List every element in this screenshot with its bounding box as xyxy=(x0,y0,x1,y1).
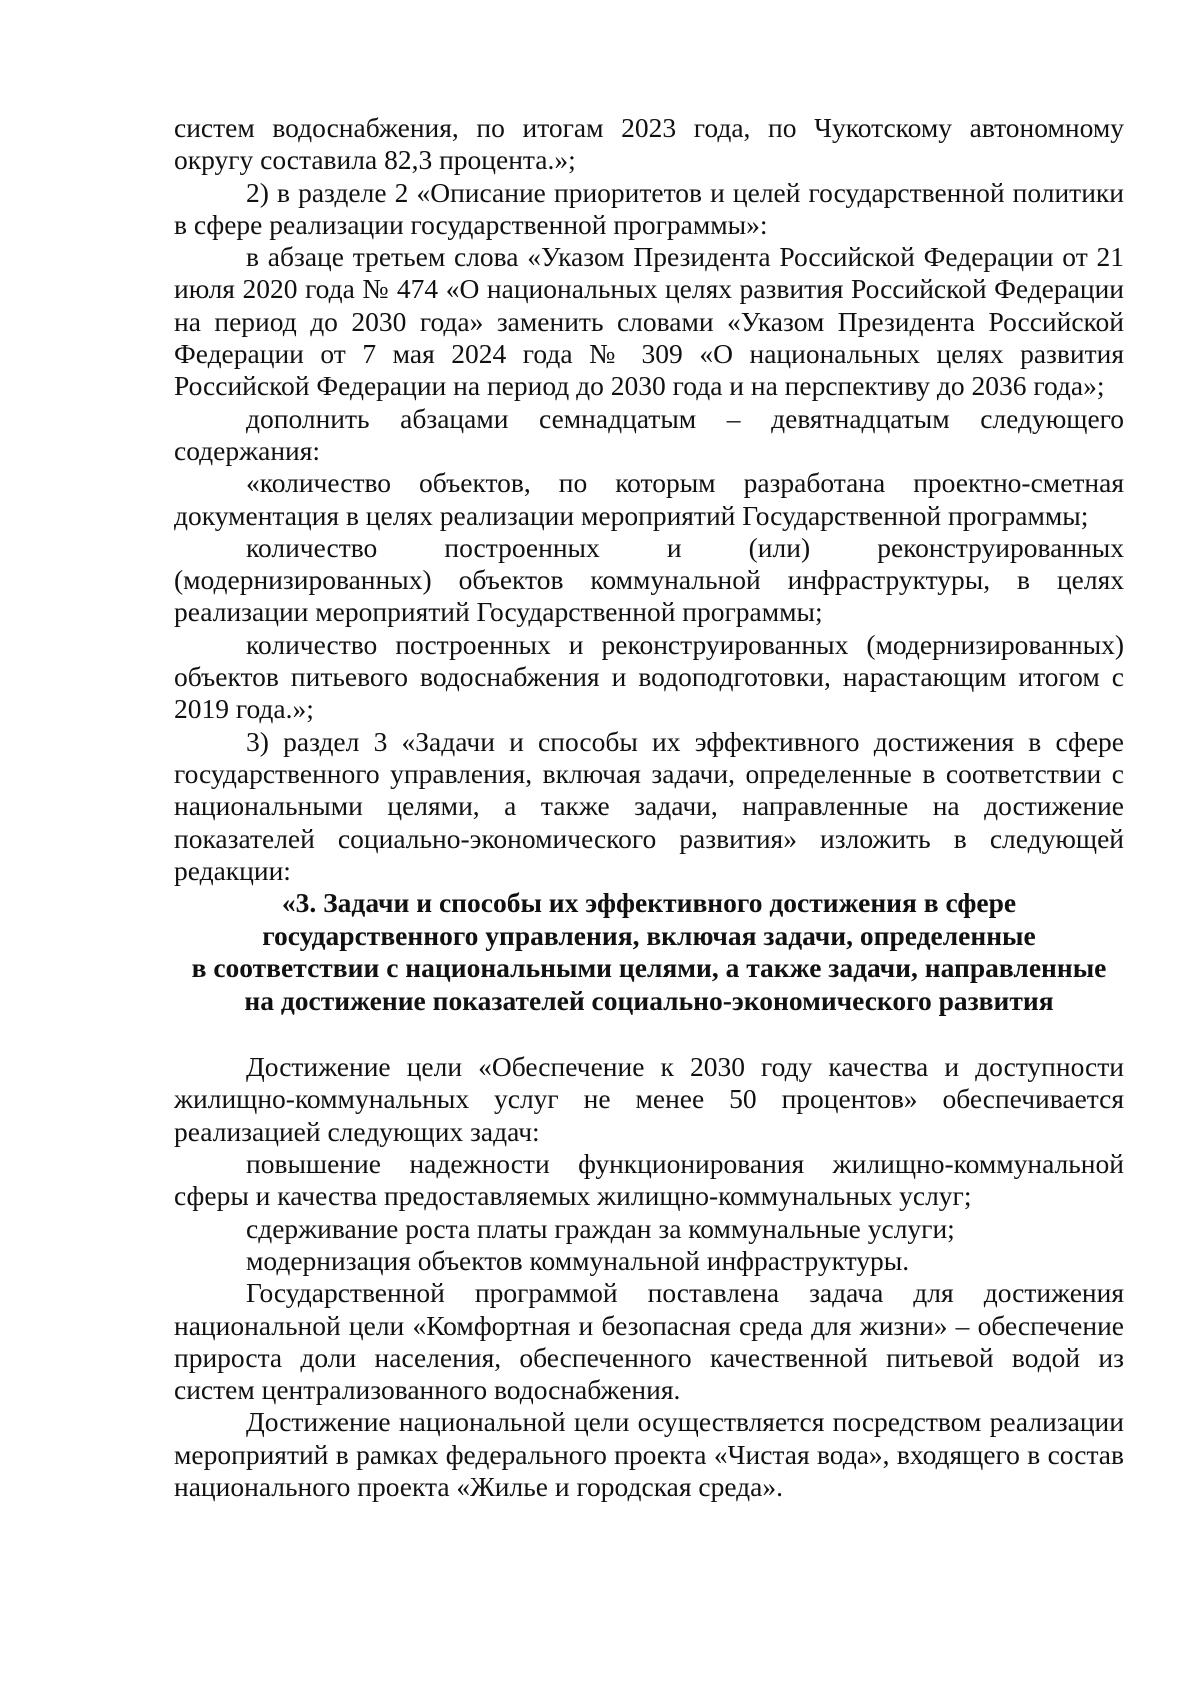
section-heading-line: «3. Задачи и способы их эффективного достижения в сфере xyxy=(281,887,1017,919)
section-heading-line: на достижение показателей социально-экономического развития xyxy=(244,984,1054,1016)
paragraph: сдерживание роста платы граждан за коммунальные услуги; xyxy=(246,1212,955,1244)
paragraph: Государственной программой поставлена задача для достижения национальной цели «Комфортная и безопасная среда для жизни» – обеспечение прироста доли населения, обеспеченного качественной питьевой водой из систем централизованного водоснабжения. xyxy=(174,1277,1124,1406)
paragraph: повышение надежности функционирования жилищно-коммунальной сферы и качества предоставляемых жилищно-коммунальных услуг; xyxy=(174,1148,1124,1212)
paragraph: «количество объектов, по которым разработана проектно-сметная документация в целях реализации мероприятий Государственной программы; xyxy=(174,467,1124,531)
paragraph: количество построенных и реконструированных (модернизированных) объектов питьевого водоснабжения и водоподготовки, нарастающим итогом с 2019 года.»; xyxy=(174,628,1124,725)
section-heading xyxy=(174,887,1124,1017)
document-page xyxy=(174,112,1124,1503)
paragraph: Достижение цели «Обеспечение к 2030 году качества и доступности жилищно-коммунальных услуг не менее 50 процентов» обеспечивается реализацией следующих задач: xyxy=(174,1051,1124,1147)
paragraph: 3) раздел 3 «Задачи и способы их эффективного достижения в сфере государственного управления, включая задачи, определенные в соответствии с национальными целями, а также задачи, направленные на достижение показателей социально-экономического развития» изложить в следующей редакции: xyxy=(174,725,1124,886)
section-heading-line: государственного управления, включая задачи, определенные xyxy=(262,919,1036,951)
paragraph: количество построенных и (или) реконструированных (модернизированных) объектов коммунальной инфраструктуры, в целях реализации мероприятий Государственной программы; xyxy=(174,531,1124,628)
paragraph: в абзаце третьем слова «Указом Президента Российской Федерации от 21 июля 2020 года № 474 «О национальных целях развития Российской Федерации на период до 2030 года» заменить словами «Указом Президента Российской Федерации от 7 мая 2024 года № 309 «О национальных целях развития Российской Федерации на период до 2030 года и на перспективу до 2036 года»; xyxy=(174,241,1124,402)
paragraph: модернизация объектов коммунальной инфраструктуры. xyxy=(246,1244,910,1276)
paragraph: 2) в разделе 2 «Описание приоритетов и целей государственной политики в сфере реализации государственной программы»: xyxy=(174,176,1124,240)
paragraph: систем водоснабжения, по итогам 2023 года, по Чукотскому автономному округу составила 82,3 процента.»; xyxy=(174,112,1124,176)
spacer xyxy=(174,1017,1124,1051)
section-heading-line: в соответствии с национальными целями, а также задачи, направленные xyxy=(191,952,1107,984)
paragraph: дополнить абзацами семнадцатым – девятнадцатым следующего содержания: xyxy=(174,402,1124,466)
paragraph: Достижение национальной цели осуществляется посредством реализации мероприятий в рамках федерального проекта «Чистая вода», входящего в состав национального проекта «Жилье и городская среда». xyxy=(174,1406,1124,1502)
